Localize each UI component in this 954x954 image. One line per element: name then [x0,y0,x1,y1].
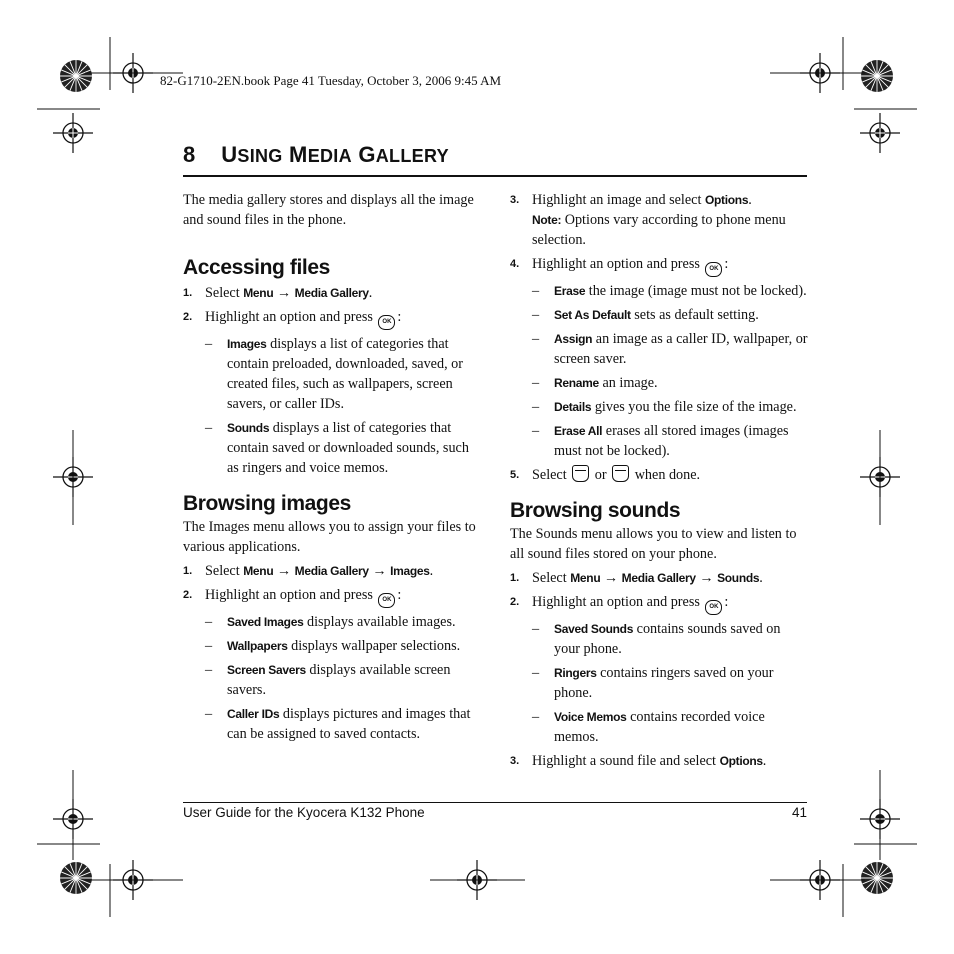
footer-title: User Guide for the Kyocera K132 Phone [183,805,425,820]
list-item: – Wallpapers displays wallpaper selections. [205,638,461,654]
star-target-bottom-left [60,862,92,894]
step: 4. Highlight an option and press OK : [510,254,810,277]
end-key-icon [572,465,589,482]
registration-mark [53,113,93,153]
list-item: – Screen Savers displays available screen savers. [205,662,451,698]
registration-mark [860,113,900,153]
right-column [510,190,810,771]
chapter-rule [183,175,807,177]
ok-key-icon: OK [705,262,722,277]
step: 2. Highlight an option and press OK : [510,592,810,615]
list-item: – Voice Memos contains recorded voice memos. [532,709,765,745]
step: 1. Select Menu → Media Gallery → Sounds. [510,570,763,586]
step: 5. Select or when done. [510,467,701,483]
list-item: – Erase All erases all stored images (images must not be locked). [532,423,789,459]
list-item: – Set As Default sets as default setting. [532,307,759,323]
list-item: – Images displays a list of categories that contain preloaded, downloaded, saved, or created files, such as wallpapers, screen savers, or caller IDs. [205,336,463,412]
step: 3. Highlight an image and select Options. [510,192,752,208]
list-item: – Saved Sounds contains sounds saved on your phone. [532,621,781,657]
step: 3. Highlight a sound file and select Options. [510,753,767,769]
footer-rule [183,802,807,803]
step: 2. Highlight an option and press OK : [183,585,483,608]
list-item: – Saved Images displays available images. [205,614,456,630]
chapter-title: 8 USING MEDIA GALLERY [183,142,449,167]
list-item: – Rename an image. [532,375,658,391]
back-key-icon [612,465,629,482]
ok-key-icon: OK [705,600,722,615]
browsing-sounds-heading: Browsing sounds [510,499,681,522]
list-item: – Caller IDs displays pictures and images that can be assigned to saved contacts. [205,706,471,742]
ok-key-icon: OK [378,315,395,330]
book-header: 82-G1710-2EN.book Page 41 Tuesday, October 3, 2006 9:45 AM [160,73,502,88]
left-column [183,190,483,744]
list-item: – Assign an image as a caller ID, wallpaper, or screen saver. [532,331,808,367]
ok-key-icon: OK [378,593,395,608]
browsing-images-heading: Browsing images [183,492,351,515]
list-item: – Details gives you the file size of the image. [532,399,797,415]
list-item: – Ringers contains ringers saved on your phone. [532,665,774,701]
page-number: 41 [791,805,807,820]
star-target-top-right [861,60,893,92]
browsing-images-intro: The Images menu allows you to assign your files to various applications. [183,519,476,555]
star-target-bottom-right [861,862,893,894]
list-item: – Erase the image (image must not be locked). [532,283,807,299]
accessing-files-heading: Accessing files [183,256,330,279]
star-target-top-left [60,60,92,92]
step: 1. Select Menu → Media Gallery. [183,285,373,301]
browsing-sounds-intro: The Sounds menu allows you to view and listen to all sound files stored on your phone. [510,526,797,562]
step: 1. Select Menu → Media Gallery → Images. [183,563,434,579]
note: Note: Options vary according to phone menu selection. [532,212,786,248]
step: 2. Highlight an option and press OK : [183,307,483,330]
intro-paragraph: The media gallery stores and displays all the image and sound files in the phone. [183,192,474,228]
list-item: – Sounds displays a list of categories that contain saved or downloaded sounds, such as ringers and voice memos. [205,420,469,476]
